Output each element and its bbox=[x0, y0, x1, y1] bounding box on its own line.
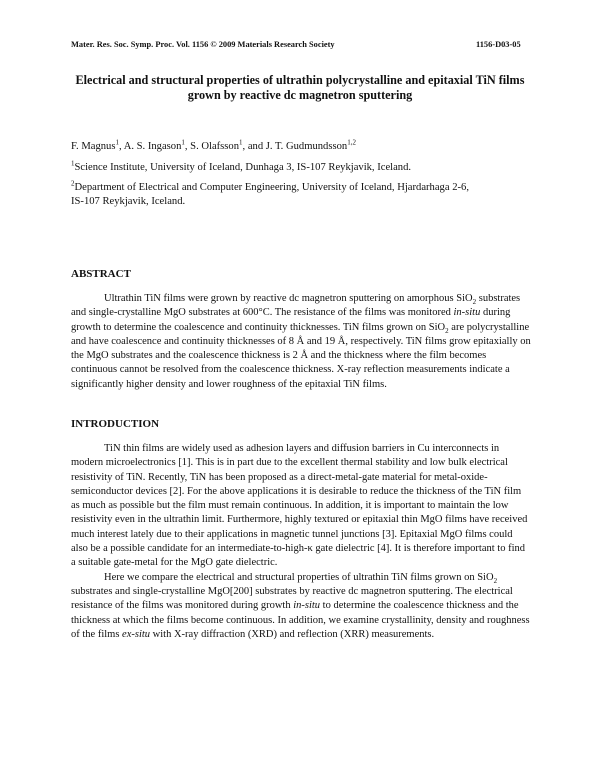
abstract-text: Ultrathin TiN films were grown by reactive dc magnetron sputtering on amorphous SiO bbox=[104, 293, 473, 304]
affiliation-mark: 2 bbox=[71, 179, 75, 188]
abstract-text: during growth to determine the coalescence and continuity thicknesses. TiN films grown on SiO bbox=[71, 307, 511, 333]
affiliation-2 bbox=[71, 181, 469, 209]
author-name: F. Magnus bbox=[71, 141, 116, 152]
introduction-body bbox=[71, 442, 532, 642]
abstract-heading: ABSTRACT bbox=[71, 268, 131, 280]
paper-id: 1156-D03-05 bbox=[476, 40, 521, 49]
abstract-text: are polycrystalline and have coalescence and continuity thicknesses of 8 Å and 19 Å, respectively. TiN films grow epitaxially on the MgO substrates and the coalescence thickness is 2 Å and the thickness where the film becomes continuous cannot be resolved from the coalescence thickness. X-ray reflection measurements indicate a significantly higher density and lower roughness of the epitaxial TiN films. bbox=[71, 321, 531, 390]
italic-text: in-situ bbox=[293, 600, 321, 612]
affiliation-mark: 1 bbox=[71, 159, 75, 168]
affiliation-text: Department of Electrical and Computer Engineering, University of Iceland, Hjardarhaga 2-6, bbox=[74, 182, 469, 193]
introduction-paragraph-1: TiN thin films are widely used as adhesion layers and diffusion barriers in Cu interconnects in modern microelectronics [1]. This is in part due to the excellent thermal stability and low bulk electrical resistivity of TiN. Recently, TiN has been proposed as a direct-metal-gate material for metal-oxide-semiconductor devices [2]. For the above applications it is desirable to reduce the thickness of the TiN film as much as possible but the film must remain continuous. In addition, it is important to maintain the low resistivity even in the ultrathin limit. Furthermore, highly textured or epitaxial thin MgO films have received much interest lately due to their applications in magnetic tunnel junctions [3]. Epitaxial MgO films could also be a possible candidate for an intermediate-to-high-κ gate dielectric [4]. It is therefore important to find a suitable gate-metal for the MgO gate dielectric. bbox=[71, 443, 528, 569]
paragraph-text: substrates and single-crystalline MgO[200] substrates by reactive dc magnetron sputtering. The electrical resistance of the films was monitored during growth bbox=[71, 585, 513, 612]
italic-text: in-situ bbox=[453, 307, 481, 319]
subscript: 2 bbox=[445, 326, 449, 335]
author-name: , S. Olafsson bbox=[184, 141, 240, 152]
journal-header: Mater. Res. Soc. Symp. Proc. Vol. 1156 © 2009 Materials Research Society bbox=[71, 40, 335, 49]
affiliation-text: Science Institute, University of Iceland, Dunhaga 3, IS-107 Reykjavik, Iceland. bbox=[74, 162, 412, 173]
abstract-body bbox=[71, 292, 532, 392]
abstract-text: substrates and single-crystalline MgO substrates at 600°C. The resistance of the films was monitored bbox=[71, 293, 521, 319]
paragraph-text: with X-ray diffraction (XRD) and reflection (XRR) measurements. bbox=[150, 628, 435, 640]
introduction-paragraph-2 bbox=[71, 571, 532, 642]
paragraph-text: Here we compare the electrical and structural properties of ultrathin TiN films grown on SiO bbox=[104, 571, 494, 583]
paper-title: Electrical and structural properties of ultrathin polycrystalline and epitaxial TiN films grown by reactive dc magnetron sputtering bbox=[75, 73, 525, 102]
paragraph-text: to determine the coalescence thickness and the thickness at which the films become continuous. In addition, we examine crystallinity, density and roughness of the films bbox=[71, 600, 530, 640]
introduction-heading: INTRODUCTION bbox=[71, 418, 160, 430]
subscript: 2 bbox=[493, 576, 498, 585]
subscript: 2 bbox=[472, 298, 477, 307]
author-name: , A. S. Ingason bbox=[118, 141, 182, 152]
author-name: , and J. T. Gudmundsson bbox=[242, 141, 348, 152]
affiliation-text: IS-107 Reykjavik, Iceland. bbox=[71, 195, 186, 207]
affiliation-1 bbox=[71, 161, 411, 175]
author-affiliation-mark: 1 bbox=[181, 138, 185, 147]
italic-text: ex-situ bbox=[122, 628, 151, 640]
author-affiliation-mark: 1 bbox=[239, 138, 243, 147]
author-affiliation-mark: 1,2 bbox=[347, 138, 356, 147]
author-list bbox=[71, 140, 356, 154]
author-affiliation-mark: 1 bbox=[115, 138, 119, 147]
